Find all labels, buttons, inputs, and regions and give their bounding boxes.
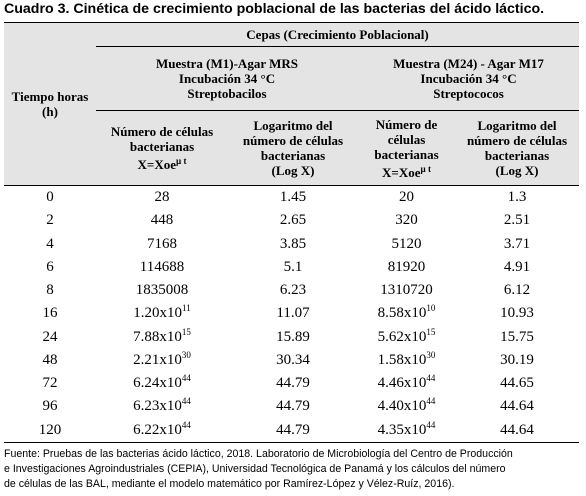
sample-m24-header: Muestra (M24) - Agar M17 Incubación 34 °C Streptococos: [358, 47, 579, 111]
log-value-m24: 10.93: [500, 305, 534, 322]
time-cell: 2: [46, 212, 54, 229]
cell-count-m1: $2.21x10^{30}$: [133, 349, 191, 368]
time-cell: 72: [42, 375, 58, 392]
log-value-m24: 44.65: [500, 375, 534, 392]
cell-count-header-m1: Número de células bacterianas X=Xoe$^{\mu t}$: [96, 111, 228, 186]
log-value-m24: 3.71: [503, 235, 531, 252]
cell-count-m1: 1835008: [135, 282, 189, 299]
log-header-m1: Logaritmo del número de células bacterianas (Log X): [228, 111, 358, 186]
time-cell: 4: [46, 235, 54, 252]
growth-kinetics-table: [4, 22, 579, 443]
time-cell: 48: [42, 351, 58, 368]
time-cell: 96: [42, 398, 58, 415]
log-value-m1: 44.79: [276, 375, 310, 392]
table-row: [4, 326, 579, 349]
table-row: [4, 372, 579, 395]
cell-count-m1: 448: [150, 212, 174, 229]
table-caption: Cuadro 3. Cinética de crecimiento poblacional de las bacterias del ácido láctico.: [4, 1, 545, 17]
exponent: 44: [426, 396, 436, 407]
cell-count-m24: 20: [358, 186, 455, 210]
time-cell: 8: [46, 282, 54, 299]
cell-count-m24: 5120: [391, 235, 422, 252]
cell-count-header-m24: Número de células bacterianas X=Xoe$^{\mu t}$: [358, 111, 455, 186]
cell-count-m24: $4.46x10^{44}$: [377, 373, 436, 392]
cell-count-m1: $7.88x10^{15}$: [133, 326, 191, 345]
exponent: 11: [182, 303, 191, 314]
exponent: 44: [181, 373, 191, 384]
exponent: 15: [181, 326, 191, 337]
exponent: 44: [181, 419, 191, 430]
cell-count-m1: 114688: [139, 258, 185, 275]
table-row: [4, 279, 579, 302]
cell-count-m24: $4.35x10^{44}$: [358, 419, 455, 443]
log-value-m1: 44.79: [276, 398, 310, 415]
table-row: [4, 209, 579, 232]
log-value-m1: 3.85: [279, 235, 307, 252]
table-body: [4, 186, 579, 443]
table-row: [4, 395, 579, 418]
cell-count-m1: 7168: [147, 235, 177, 252]
log-header-m24: Logaritmo del número de células bacterianas (Log X): [455, 111, 579, 186]
log-value-m1: 30.34: [276, 351, 310, 368]
exponent: 44: [426, 373, 436, 384]
exponent: 10: [426, 303, 436, 314]
log-value-m1: 2.65: [279, 212, 307, 229]
time-cell: 24: [42, 328, 58, 345]
log-value-m1: 5.1: [283, 258, 303, 275]
table-row: [4, 186, 579, 210]
table-row: [4, 256, 579, 279]
time-cell: 120: [4, 419, 96, 443]
log-value-m24: 6.12: [503, 282, 531, 299]
exponent: 30: [181, 349, 191, 360]
cell-count-m24: $8.58x10^{10}$: [377, 303, 436, 322]
exponent: 44: [181, 396, 191, 407]
cell-count-m1: $1.20x10^{11}$: [133, 303, 191, 322]
log-value-m1: 11.07: [276, 305, 310, 322]
table-row: [4, 419, 579, 443]
log-value-m24: 4.91: [503, 258, 531, 275]
log-value-m24: 44.64: [455, 419, 579, 443]
source-note: Fuente: Pruebas de las bacterias ácido láctico, 2018. Laboratorio de Microbiología del Centro de Producción e Investigaciones Agroindustriales (CEPIA), Universidad Tecnológica de Panamá y los cálculos del número de células de las BAL, mediante el modelo matemático por Ramírez-López y Vélez-Ruíz, 2016).: [4, 448, 513, 490]
table-row: [4, 349, 579, 372]
cell-count-m1: $6.24x10^{44}$: [133, 373, 191, 392]
cell-count-m24: $4.40x10^{44}$: [377, 396, 436, 415]
log-value-m1: 44.79: [228, 419, 358, 443]
log-value-m1: 1.45: [228, 186, 358, 210]
sample-m1-header: Muestra (M1)-Agar MRS Incubación 34 °C Streptobacilos: [96, 47, 358, 111]
time-cell: 16: [42, 305, 58, 322]
time-column-header: Tiempo horas (h): [4, 23, 96, 186]
cell-count-m24: 81920: [387, 258, 426, 275]
exponent: 30: [426, 349, 436, 360]
log-value-m24: 1.3: [455, 186, 579, 210]
log-value-m24: 15.75: [500, 328, 534, 345]
log-value-m1: 6.23: [279, 282, 307, 299]
cell-count-m24: 1310720: [380, 282, 433, 299]
exponent: 44: [426, 419, 436, 430]
cell-count-m1: 28: [96, 186, 228, 210]
table-row: [4, 233, 579, 256]
cell-count-m24: $5.62x10^{15}$: [377, 326, 436, 345]
log-value-m1: 15.89: [276, 328, 310, 345]
exponent: 15: [426, 326, 436, 337]
cell-count-m1: $6.22x10^{44}$: [96, 419, 228, 443]
cell-count-m24: 320: [395, 212, 418, 229]
strains-header: Cepas (Crecimiento Poblacional): [96, 23, 579, 47]
log-value-m24: 2.51: [503, 212, 531, 229]
table-row: [4, 302, 579, 325]
time-cell: 6: [46, 258, 54, 275]
log-value-m24: 44.64: [500, 398, 534, 415]
log-value-m24: 30.19: [500, 351, 534, 368]
cell-count-m1: $6.23x10^{44}$: [133, 396, 191, 415]
cell-count-m24: $1.58x10^{30}$: [377, 349, 436, 368]
time-cell: 0: [4, 186, 96, 210]
